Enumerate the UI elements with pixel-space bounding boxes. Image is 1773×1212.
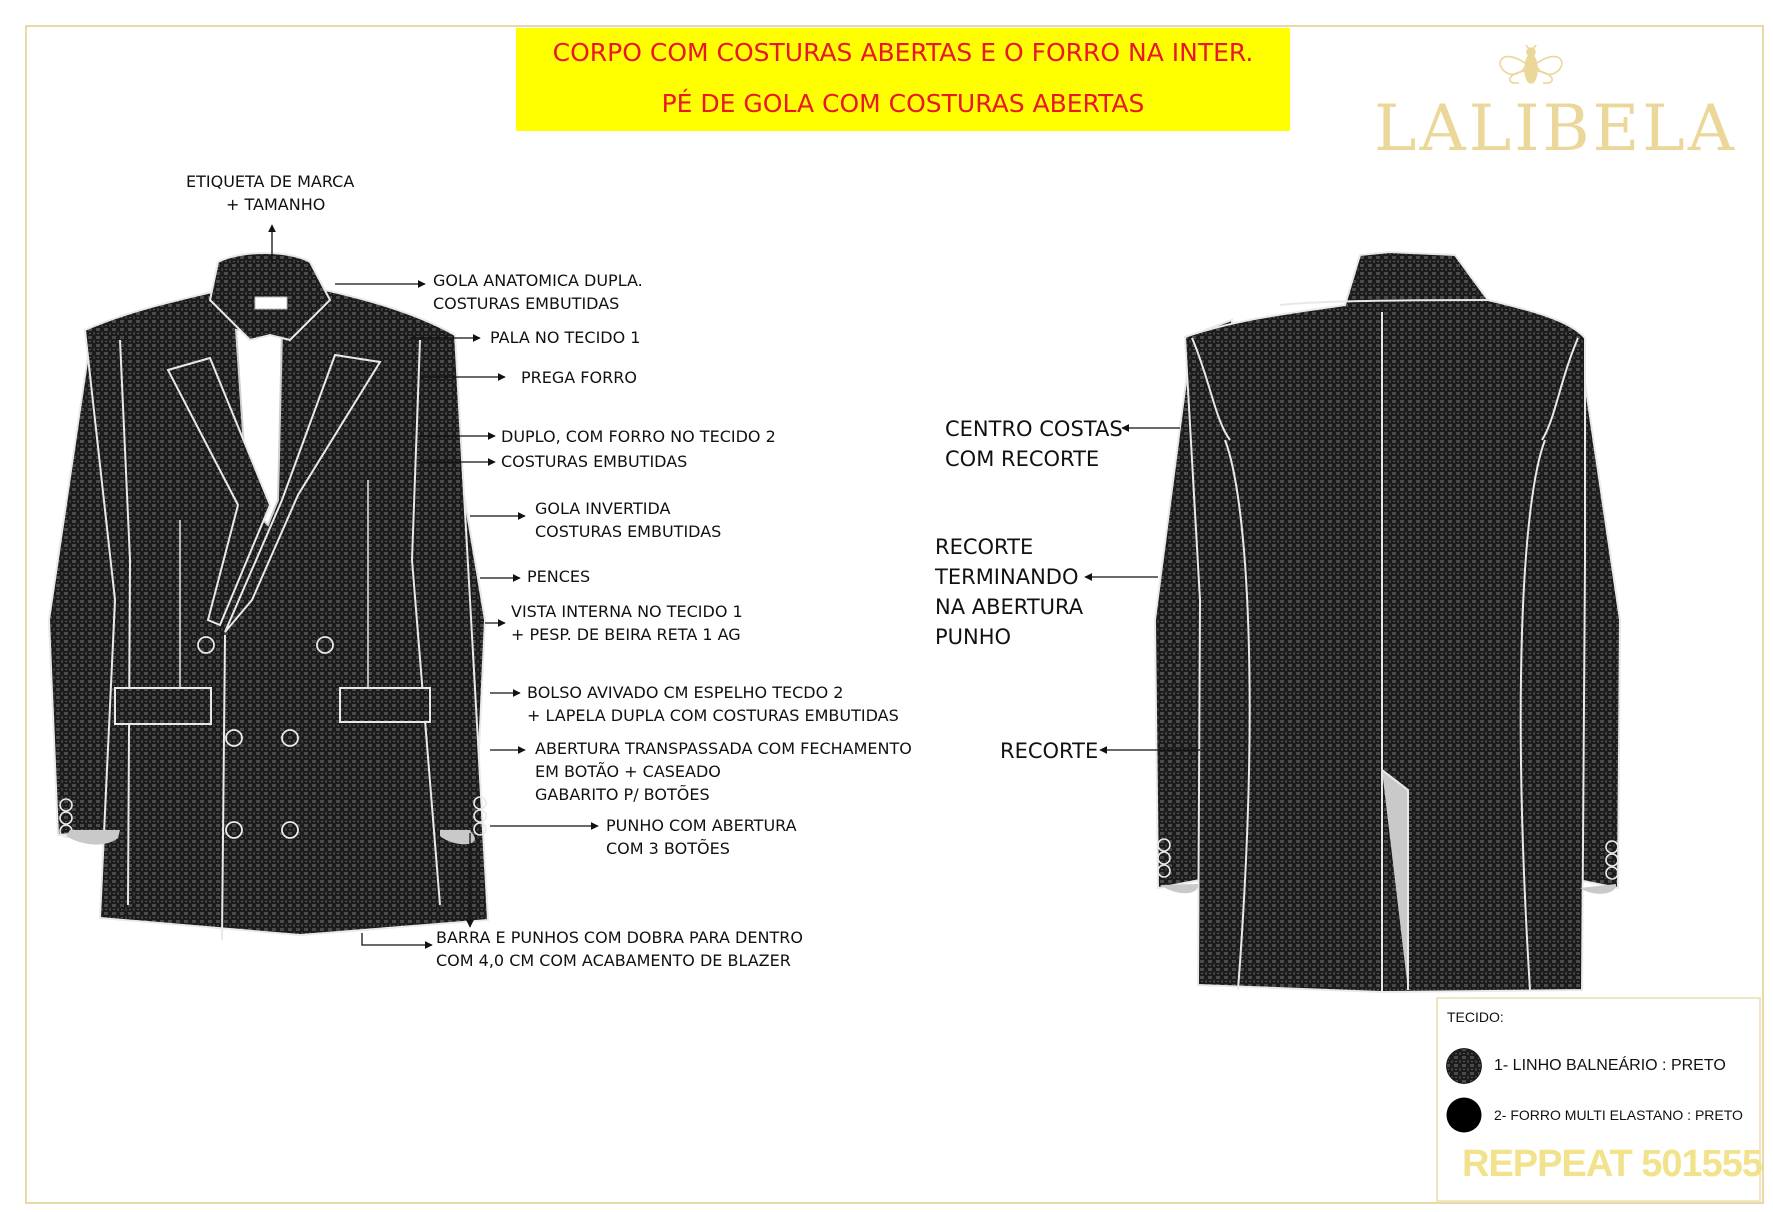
- front-jacket: [49, 253, 488, 940]
- annotation-gola-invertida: GOLA INVERTIDA COSTURAS EMBUTIDAS: [535, 499, 722, 541]
- banner-line-1: CORPO COM COSTURAS ABERTAS E O FORRO NA INTER.: [552, 38, 1254, 67]
- legend-title: TECIDO:: [1447, 1009, 1504, 1025]
- brand-label: [255, 297, 287, 309]
- lining-swatch-icon: [1446, 1097, 1482, 1133]
- back-jacket: [1155, 252, 1620, 992]
- pocket-right: [340, 688, 430, 722]
- annotation-gola-anatomica: GOLA ANATOMICA DUPLA. COSTURAS EMBUTIDAS: [433, 271, 643, 313]
- legend-item-forro: [1446, 1097, 1743, 1133]
- annotation-barra: BARRA E PUNHOS COM DOBRA PARA DENTRO COM 4,0 CM COM ACABAMENTO DE BLAZER: [436, 928, 803, 970]
- annotation-punho: PUNHO COM ABERTURA COM 3 BOTÕES: [606, 816, 797, 858]
- annotation-prega-forro: PREGA FORRO: [521, 368, 637, 387]
- legend-label-2: 2- FORRO MULTI ELASTANO : PRETO: [1494, 1107, 1743, 1123]
- brand-wordmark: LALIBELA: [1374, 92, 1737, 166]
- front-body: [85, 270, 488, 935]
- annotation-abertura: ABERTURA TRANSPASSADA COM FECHAMENTO EM BOTÃO + CASEADO GABARITO P/ BOTÕES: [535, 739, 912, 804]
- back-cuff-lining-right: [1580, 884, 1616, 894]
- annotation-pala: PALA NO TECIDO 1: [490, 328, 641, 347]
- annotation-centro-costas: CENTRO COSTAS COM RECORTE: [945, 417, 1123, 471]
- annotation-recorte-punho: RECORTE TERMINANDO NA ABERTURA PUNHO: [935, 535, 1084, 649]
- annotation-costuras-embutidas: COSTURAS EMBUTIDAS: [501, 452, 688, 471]
- legend-item-linho: [1446, 1048, 1726, 1084]
- banner-line-2: PÉ DE GOLA COM COSTURAS ABERTAS: [661, 89, 1145, 118]
- annotation-vista-interna: VISTA INTERNA NO TECIDO 1 + PESP. DE BEIRA RETA 1 AG: [511, 602, 743, 644]
- pocket-left: [115, 688, 211, 724]
- annotation-pences: PENCES: [527, 567, 591, 586]
- legend-label-1: 1- LINHO BALNEÁRIO : PRETO: [1494, 1057, 1726, 1074]
- fabric-swatch-icon: [1446, 1048, 1482, 1084]
- annotation-bolso: BOLSO AVIVADO CM ESPELHO TECDO 2 + LAPELA DUPLA COM COSTURAS EMBUTIDAS: [527, 683, 899, 725]
- reference-code: REPPEAT 501555: [1462, 1143, 1763, 1185]
- back-cuff-lining-left: [1160, 884, 1198, 893]
- annotation-etiqueta: ETIQUETA DE MARCA + TAMANHO: [186, 172, 355, 214]
- annotation-recorte: RECORTE: [1000, 739, 1099, 763]
- annotation-duplo-forro: DUPLO, COM FORRO NO TECIDO 2: [501, 427, 776, 446]
